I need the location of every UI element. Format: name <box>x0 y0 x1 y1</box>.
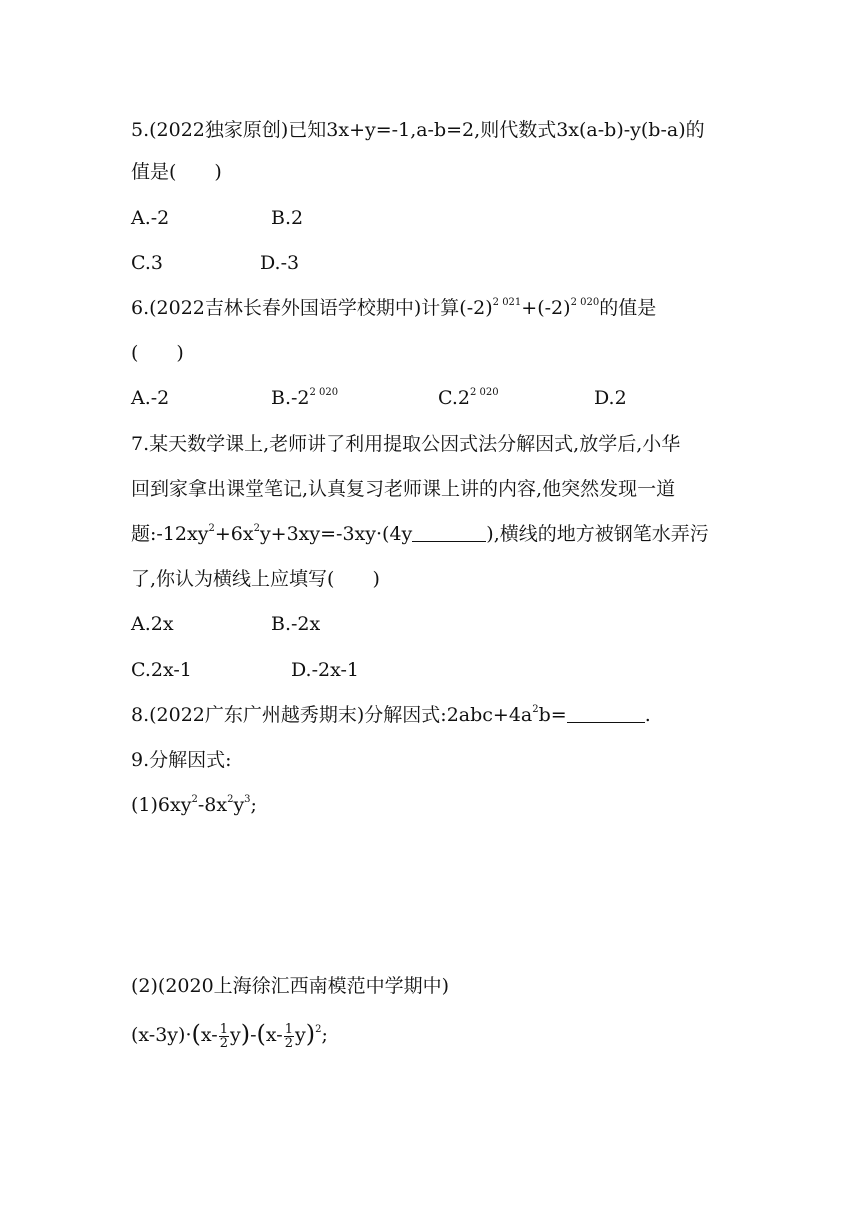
q7-line2: 回到家拿出课堂笔记,认真复习老师课上讲的内容,他突然发现一道 <box>131 478 676 500</box>
q9-part1 <box>131 793 257 817</box>
q9-part2-x2: x- <box>265 1024 283 1046</box>
fraction-denominator: 2 <box>284 1035 293 1051</box>
q7-option-a: A.2x <box>131 613 174 635</box>
q6-option-b-exp: 2 020 <box>309 387 339 398</box>
q8-prefix: 8.(2022广东广州越秀期末)分解因式:2abc+4a <box>131 704 533 726</box>
q9-part2-exp: 2 <box>315 1024 322 1035</box>
q5-option-b: B.2 <box>271 207 304 229</box>
q9-part2-x1: x- <box>200 1024 218 1046</box>
q7-line1: 7.某天数学课上,老师讲了利用提取公因式法分解因式,放学后,小华 <box>131 433 681 455</box>
q9-part1-d: ; <box>250 794 257 816</box>
q6-option-c-base: C.2 <box>438 387 470 409</box>
fraction-numerator: 1 <box>219 1021 228 1037</box>
q7-option-c: C.2x-1 <box>131 659 192 681</box>
q7-line3-a: 题:-12xy <box>131 523 209 545</box>
q8-end: . <box>644 704 651 726</box>
q6-exp2: 2 020 <box>570 297 600 308</box>
q6-option-c <box>438 386 499 410</box>
q9-part2-end: ; <box>321 1024 328 1046</box>
q9-part2-expression <box>131 1014 328 1055</box>
q7-line4: 了,你认为横线上应填写( ) <box>131 568 380 590</box>
q9-part1-a: (1)6xy <box>131 794 192 816</box>
q5-option-a: A.-2 <box>131 207 170 229</box>
q9-part2-title: (2)(2020上海徐汇西南模范中学期中) <box>131 975 450 997</box>
q5-line1: 5.(2022独家原创)已知3x+y=-1,a-b=2,则代数式3x(a-b)-y(b-a)的 <box>131 119 705 141</box>
q5-option-c: C.3 <box>131 252 163 274</box>
q9-part2-a: (x-3y)· <box>131 1024 192 1046</box>
q9-title: 9.分解因式: <box>131 749 232 771</box>
q7-line3-b: +6x <box>214 523 254 545</box>
q6-suffix: 的值是 <box>599 297 657 319</box>
q8-answer-blank <box>567 704 645 723</box>
q7-line3-exp1: 2 <box>208 523 215 534</box>
q7-option-d: D.-2x-1 <box>291 659 359 681</box>
q6-exp1: 2 021 <box>492 297 522 308</box>
q7-line3-d: ),横线的地方被钢笔水弄污 <box>486 523 709 545</box>
q9-part1-b: -8x <box>197 794 228 816</box>
q6-option-a: A.-2 <box>131 387 170 409</box>
fraction-half-1 <box>219 1023 229 1050</box>
q7-line3-exp2: 2 <box>253 523 260 534</box>
q6-line2: ( ) <box>131 342 184 364</box>
q9-part2-y1: y <box>229 1024 241 1046</box>
q6-prefix: 6.(2022吉林长春外国语学校期中)计算(-2) <box>131 297 493 319</box>
q9-part1-exp2: 2 <box>227 794 234 805</box>
q6-option-b <box>271 386 338 410</box>
close-paren-1: ) <box>240 1020 251 1048</box>
q8-exp: 2 <box>532 704 539 715</box>
close-paren-2: ) <box>305 1020 316 1048</box>
fraction-numerator: 1 <box>284 1021 293 1037</box>
q6-option-d: D.2 <box>594 387 627 409</box>
q6-mid: +(-2) <box>521 297 571 319</box>
q7-answer-blank <box>412 523 486 542</box>
q7-option-b: B.-2x <box>271 613 321 635</box>
q5-line2: 值是( ) <box>131 161 222 183</box>
q9-part1-exp3: 3 <box>244 794 251 805</box>
q6-option-b-base: B.-2 <box>271 387 310 409</box>
q9-part1-exp1: 2 <box>191 794 198 805</box>
q9-part2-minus: - <box>250 1024 257 1046</box>
q6-option-c-exp: 2 020 <box>470 387 499 398</box>
q9-part2-y2: y <box>294 1024 306 1046</box>
open-paren-2: ( <box>256 1020 266 1048</box>
fraction-half-2 <box>284 1023 294 1050</box>
q8-line <box>131 703 651 727</box>
q7-line3-c: y+3xy=-3xy·(4y <box>259 523 413 545</box>
q8-suffix: b= <box>538 704 567 726</box>
q6-line1 <box>131 296 656 320</box>
q9-part1-c: y <box>233 794 245 816</box>
q5-option-d: D.-3 <box>260 252 300 274</box>
open-paren-1: ( <box>191 1020 201 1048</box>
q7-line3 <box>131 522 709 546</box>
fraction-denominator: 2 <box>219 1035 228 1051</box>
